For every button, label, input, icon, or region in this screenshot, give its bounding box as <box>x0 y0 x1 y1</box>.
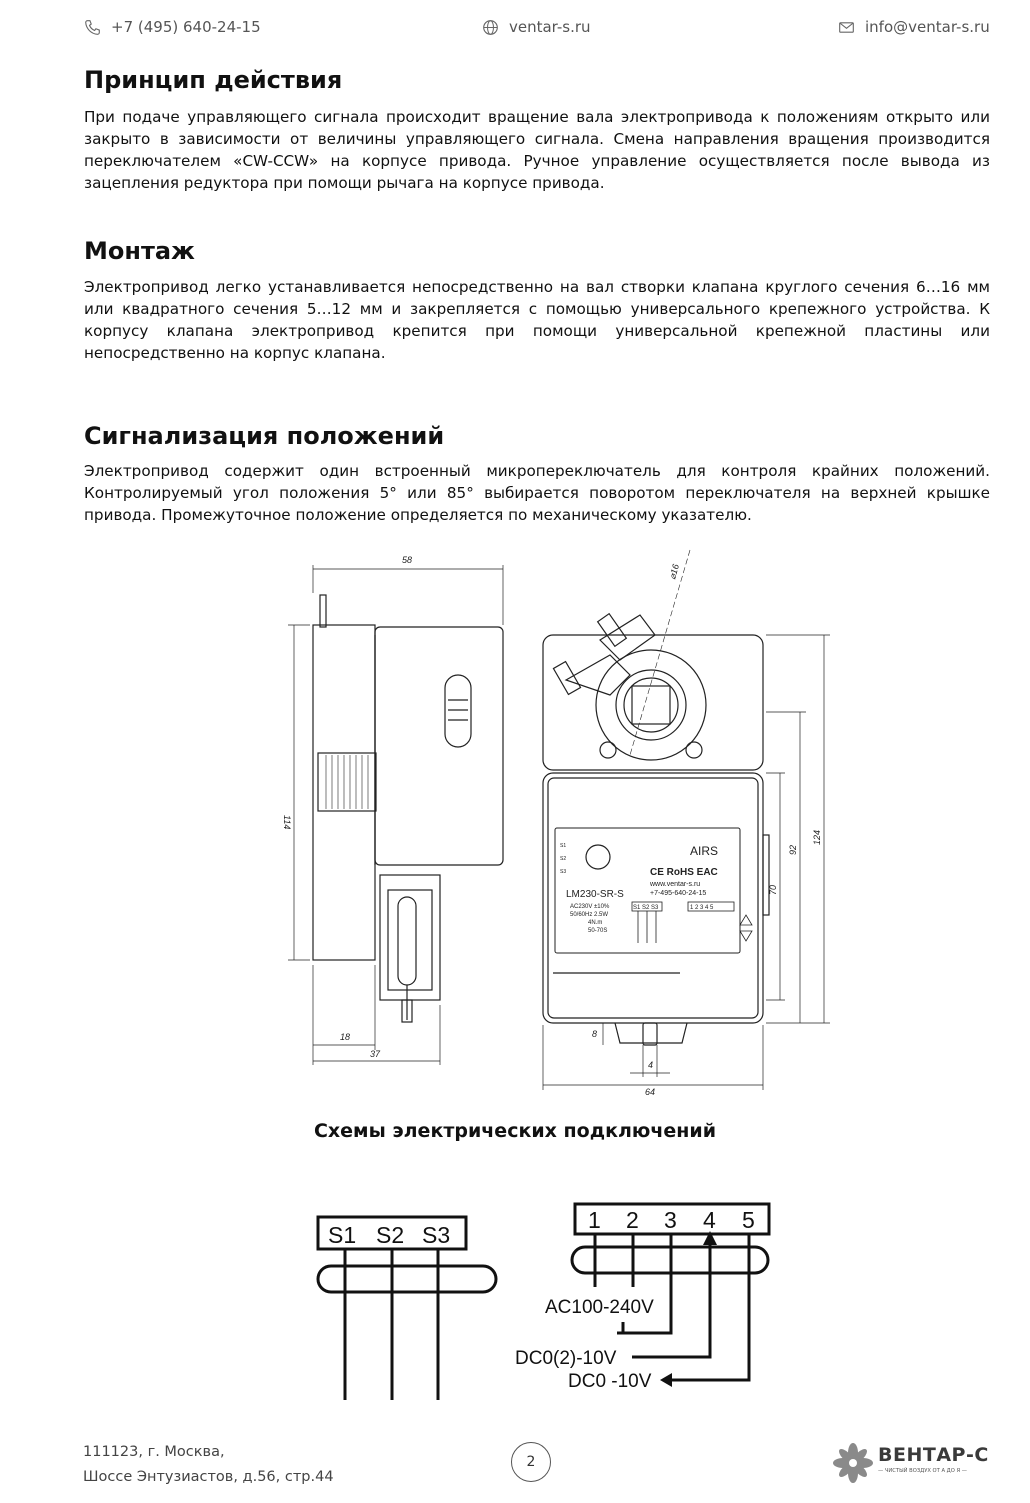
label-dial-s3: S3 <box>560 869 567 875</box>
dim-92: 92 <box>788 844 798 855</box>
label-site: www.ventar-s.ru <box>650 881 701 888</box>
mail-icon <box>838 19 855 36</box>
dim-8: 8 <box>592 1029 598 1039</box>
wire-s1: S1 <box>328 1222 357 1248</box>
dim-58: 58 <box>402 555 413 565</box>
wire-t5: 5 <box>742 1207 755 1233</box>
section-text-mounting: Электропривод легко устанавливается непосредственно на вал створки клапана круглого сечения 6…16 мм или квадратного сечения 5…12 мм и закрепляется с помощью универсального крепежного устройства. К корпусу клапана электропривод крепится при помощи универсальной крепежной пластины или непосредственно на корпус клапана. <box>84 278 990 362</box>
dim-18: 18 <box>340 1032 351 1042</box>
section-title-principle: Принцип действия <box>84 66 343 94</box>
label-model: LM230-SR-S <box>566 889 624 900</box>
wiring-diagram <box>300 1195 810 1405</box>
wire-supply: AC100-240V <box>545 1297 654 1318</box>
logo-tagline: — ЧИСТЫЙ ВОЗДУХ ОТ А ДО Я — <box>878 1468 967 1474</box>
company-logo[interactable] <box>832 1442 992 1482</box>
dim-70: 70 <box>768 884 778 895</box>
label-brand: AIRS <box>690 844 719 858</box>
wire-s3: S3 <box>422 1222 451 1248</box>
label-spec1: AC230V ±10% <box>570 904 610 910</box>
header-email[interactable] <box>838 18 990 36</box>
label-cert: CE RoHS EAC <box>650 867 718 878</box>
site-text: ventar-s.ru <box>509 18 591 36</box>
actuator-drawing <box>270 545 840 1100</box>
address-line-2: Шоссе Энтузиастов, д.56, стр.44 <box>83 1469 334 1485</box>
label-spec3: 4N.m <box>588 920 603 926</box>
section-title-signaling: Сигнализация положений <box>84 422 445 450</box>
label-dial-s2: S2 <box>560 856 567 862</box>
section-title-mounting: Монтаж <box>84 237 195 265</box>
section-text-principle: При подаче управляющего сигнала происходит вращение вала электропривода к положениям открыто или закрыто в зависимости от величины управляющего сигнала. Смена направления вращения производится переключателем «CW-CCW» на корпусе привода. Ручное управление осуществляется после вывода из зацепления редуктора при помощи рычага на корпусе привода. <box>84 108 990 192</box>
footer-address <box>83 1440 334 1490</box>
dim-4: 4 <box>648 1060 654 1070</box>
fan-logo-icon <box>832 1442 874 1484</box>
page-header <box>84 18 990 40</box>
wire-t4: 4 <box>703 1207 716 1233</box>
wire-input: DC0(2)-10V <box>515 1348 617 1369</box>
label-dial-s1: S1 <box>560 843 567 849</box>
wire-t1: 1 <box>588 1207 601 1233</box>
dim-dia16: ⌀16 <box>667 563 681 581</box>
page-number: 2 <box>511 1442 551 1482</box>
header-phone[interactable] <box>84 18 261 36</box>
wire-t3: 3 <box>664 1207 677 1233</box>
wire-s2: S2 <box>376 1222 405 1248</box>
dim-37: 37 <box>370 1049 381 1059</box>
email-text: info@ventar-s.ru <box>865 18 990 36</box>
label-spec4: 50-70S <box>588 928 608 934</box>
phone-text: +7 (495) 640-24-15 <box>111 18 261 36</box>
label-switch-terms: S1 S2 S3 <box>633 905 659 911</box>
dim-114: 114 <box>282 815 292 830</box>
dim-124: 124 <box>812 829 822 845</box>
wiring-caption: Схемы электрических подключений <box>313 1120 717 1142</box>
label-main-terms: 1 2 3 4 5 <box>690 905 714 911</box>
label-spec2: 50/60Hz 2.5W <box>570 912 609 918</box>
label-phone: +7-495-640-24-15 <box>650 890 707 897</box>
phone-icon <box>84 19 101 36</box>
section-text-signaling: Электропривод содержит один встроенный микропереключатель для контроля крайних положений. Контролируемый угол положения 5° или 85° выбирается поворотом переключателя на верхней крышке привода. Промежуточное положение определяется по механическому указателю. <box>84 462 990 524</box>
wire-t2: 2 <box>626 1207 639 1233</box>
address-line-1: 111123, г. Москва, <box>83 1444 225 1460</box>
globe-icon <box>482 19 499 36</box>
wire-feedback: DC0 -10V <box>568 1371 652 1392</box>
header-site[interactable] <box>482 18 591 36</box>
logo-name: ВЕНТАР-С <box>878 1444 989 1466</box>
dim-64: 64 <box>645 1087 656 1097</box>
